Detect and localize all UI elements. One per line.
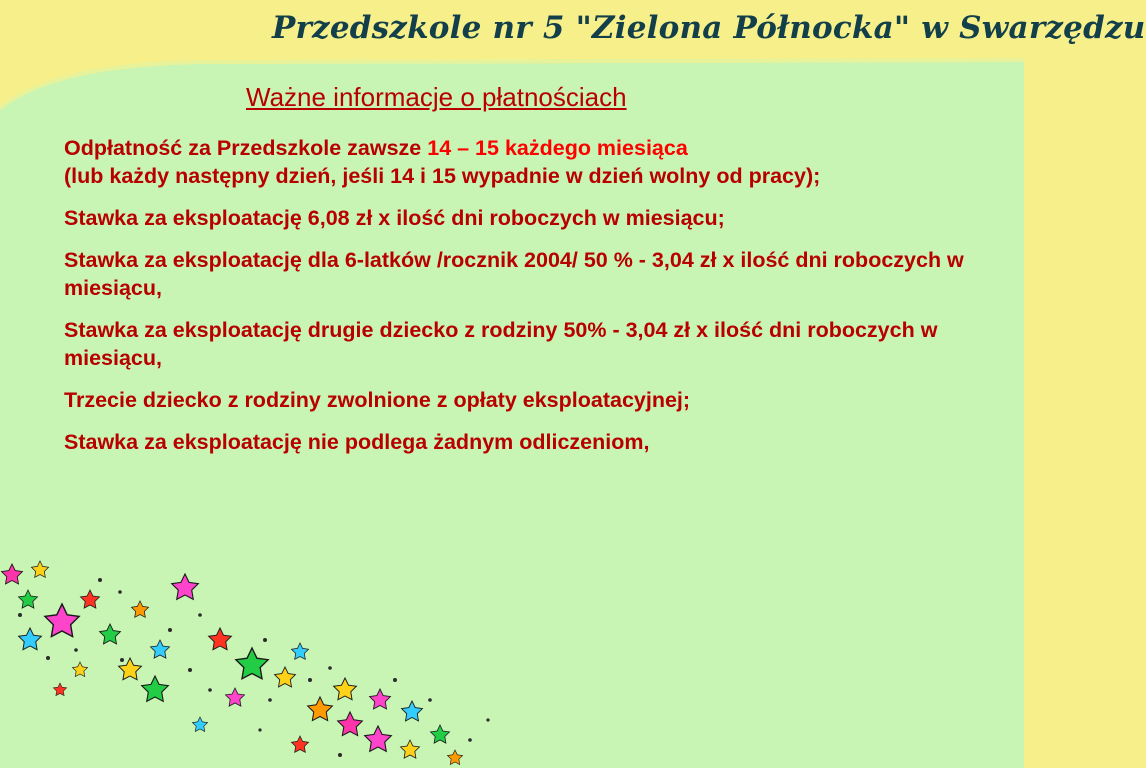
paragraph-third-child: Trzecie dziecko z rodziny zwolnione z opłaty eksploatacyjnej; bbox=[64, 388, 691, 412]
page-title: Przedszkole nr 5 "Zielona Północka" w Swarzędzu bbox=[272, 10, 1146, 46]
star-decoration bbox=[0, 540, 500, 768]
payment-date-suffix: (lub każdy następny dzień, jeśli 14 i 15 wypadnie w dzień wolny od pracy); bbox=[64, 164, 821, 188]
paragraph-base-rate: Stawka za eksploatację 6,08 zł x ilość dni roboczych w miesiącu; bbox=[64, 206, 725, 230]
payment-date-highlight: 14 – 15 każdego miesiąca bbox=[427, 136, 688, 160]
paragraph-six-year-olds: Stawka za eksploatację dla 6-latków /rocznik 2004/ 50 % - 3,04 zł x ilość dni roboczych w miesiącu, bbox=[64, 248, 964, 300]
paragraph-second-child: Stawka za eksploatację drugie dziecko z rodziny 50% - 3,04 zł x ilość dni roboczych w miesiącu, bbox=[64, 318, 938, 370]
info-body bbox=[64, 134, 969, 470]
paragraph-payment-date bbox=[64, 134, 969, 190]
payment-date-prefix: Odpłatność za Przedszkole zawsze bbox=[64, 136, 428, 160]
section-heading: Ważne informacje o płatnościach bbox=[246, 82, 627, 112]
paragraph-no-deductions: Stawka za eksploatację nie podlega żadnym odliczeniom, bbox=[64, 430, 650, 454]
